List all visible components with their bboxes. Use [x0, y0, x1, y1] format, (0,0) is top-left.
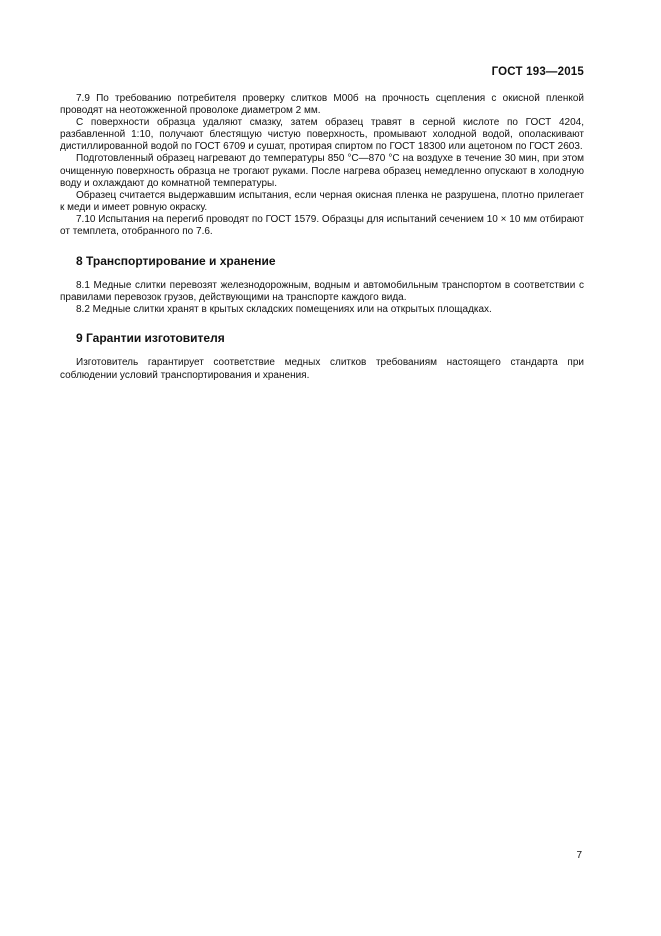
paragraph-heating: Подготовленный образец нагревают до температуры 850 °С—870 °С на воздухе в течение 30 мин, при этом очищенную поверхность образца не трогают руками. После нагрева образец немедленно опускают в холодную воду и охлаждают до комнатной температуры. — [60, 153, 584, 189]
paragraph-7-9: 7.9 По требованию потребителя проверку слитков М00б на прочность сцепления с окисной пленкой проводят на неотожженной проволоке диаметром 2 мм. — [60, 93, 584, 117]
page-content — [60, 93, 584, 382]
paragraph-7-10: 7.10 Испытания на перегиб проводят по ГОСТ 1579. Образцы для испытаний сечением 10 × 10 мм отбирают от темплета, отобранного по 7.6. — [60, 213, 584, 238]
paragraph-test-result: Образец считается выдержавшим испытания, если черная окисная пленка не разрушена, плотно прилегает к меди и имеет ровную окраску. — [60, 189, 584, 213]
standard-header: ГОСТ 193—2015 — [491, 66, 584, 78]
section-8-title: 8 Транспортирование и хранение — [76, 254, 276, 269]
section-9-title: 9 Гарантии изготовителя — [76, 331, 225, 346]
paragraph-9-guarantee: Изготовитель гарантирует соответствие медных слитков требованиям настоящего стандарта при соблюдении условий транспортирования и хранения. — [60, 357, 584, 381]
paragraph-8-1: 8.1 Медные слитки перевозят железнодорожным, водным и автомобильным транспортом в соответствии с правилами перевозок грузов, действующими на транспорте каждого вида. — [60, 280, 584, 304]
paragraph-8-2: 8.2 Медные слитки хранят в крытых складских помещениях или на открытых площадках. — [76, 304, 492, 316]
paragraph-surface-preparation: С поверхности образца удаляют смазку, затем образец травят в серной кислоте по ГОСТ 4204, разбавленной 1:10, получают блестящую чистую поверхность, промывают холодной водой, ополаскивают дистиллированной водой по ГОСТ 6709 и сушат, протирая спиртом по ГОСТ 18300 или ацетоном по ГОСТ 2603. — [60, 117, 584, 153]
page-number: 7 — [576, 850, 582, 861]
